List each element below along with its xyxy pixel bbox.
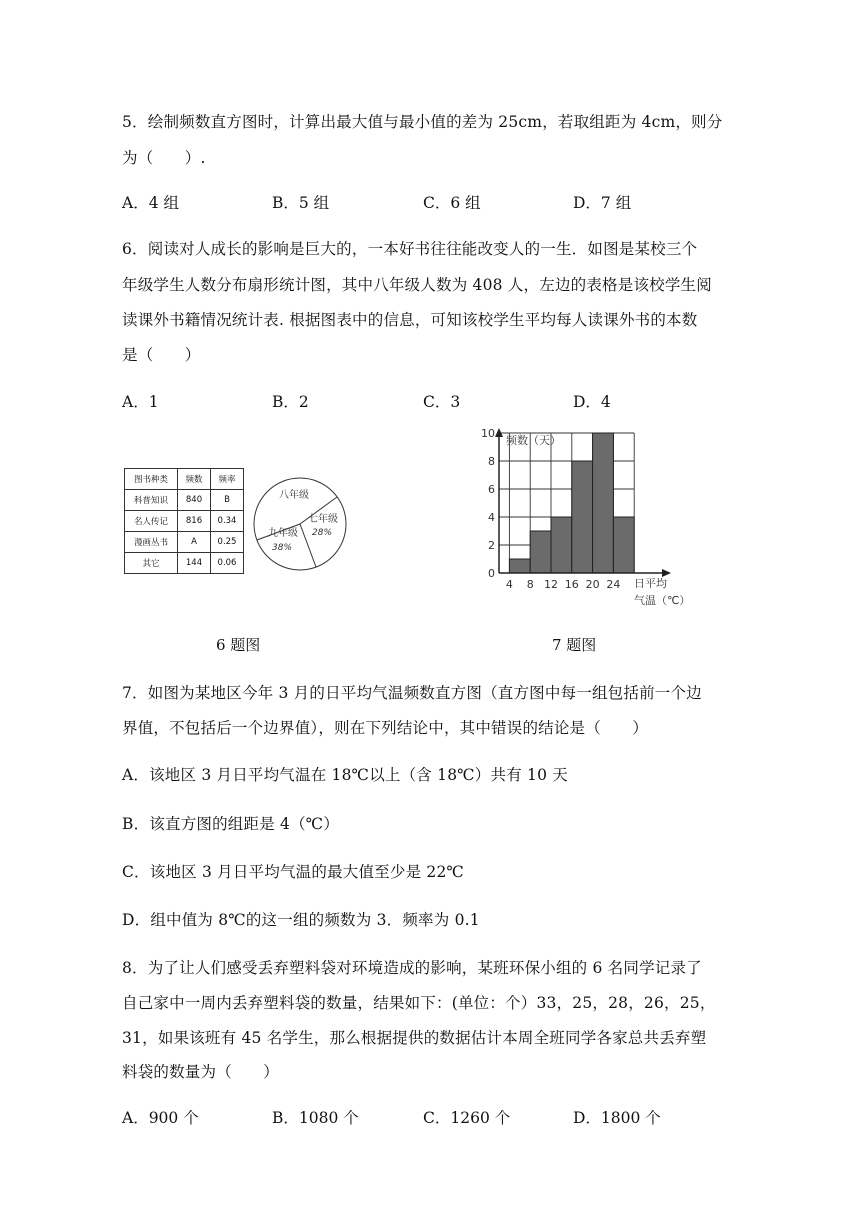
table-row	[125, 490, 244, 511]
y-axis-label: 频数（天）	[506, 434, 561, 447]
histogram-bar	[530, 531, 551, 573]
table-header: 图书种类	[125, 469, 178, 490]
q8-options	[122, 1106, 762, 1130]
pie-label-grade7: 七年级	[308, 514, 338, 525]
table-cell: 其它	[125, 553, 178, 574]
q5-text-line-2: 为（ ）.	[122, 149, 206, 167]
table-cell: A	[178, 532, 211, 553]
q7-text-line-2: 界值，不包括后一个边界值），则在下列结论中，其中错误的结论是（ ）	[122, 719, 649, 737]
figure-6-caption: 6 题图	[216, 636, 261, 654]
x-tick-label: 12	[544, 578, 558, 591]
table-header: 频率	[211, 469, 244, 490]
x-axis-label-line-1: 日平均	[634, 577, 667, 590]
q8-option-b[interactable]: B．1080 个	[272, 1109, 359, 1127]
q8-option-d[interactable]: D．1800 个	[573, 1109, 661, 1127]
histogram-bar	[572, 461, 593, 573]
q8-option-c[interactable]: C．1260 个	[423, 1109, 511, 1127]
y-tick-label: 2	[488, 539, 495, 552]
table-cell: 0.06	[211, 553, 244, 574]
temperature-histogram	[470, 428, 710, 612]
y-tick-label: 8	[488, 455, 495, 468]
q5-text-line-1: 5．绘制频数直方图时，计算出最大值与最小值的差为 25cm，若取组距为 4cm，则分	[122, 113, 723, 131]
grade-pie-chart	[250, 472, 350, 576]
q8-text-line-3: 31，如果该班有 45 名学生，那么根据提供的数据估计本周全班同学各家总共丢弃塑	[122, 1029, 707, 1047]
x-tick-label: 20	[585, 578, 600, 591]
histogram-bar	[593, 433, 614, 573]
pie-label-grade9: 九年级	[268, 528, 298, 539]
q6-text-line-1: 6．阅读对人成长的影响是巨大的，一本好书往往能改变人的一生．如图是某校三个	[122, 240, 698, 258]
histogram-bar	[509, 559, 530, 573]
q7-option-c[interactable]: C．该地区 3 月日平均气温的最大值至少是 22℃	[122, 863, 465, 881]
q7-option-a[interactable]: A．该地区 3 月日平均气温在 18℃以上（含 18℃）共有 10 天	[122, 766, 568, 784]
q7-option-d[interactable]: D．组中值为 8℃的这一组的频数为 3．频率为 0.1	[122, 911, 480, 929]
y-tick-labels	[481, 428, 495, 580]
table-cell: 0.34	[211, 511, 244, 532]
q6-option-d[interactable]: D．4	[573, 393, 611, 411]
x-tick-label: 24	[606, 578, 621, 591]
q5-option-c[interactable]: C．6 组	[423, 194, 481, 212]
pie-label-grade8: 八年级	[279, 490, 309, 501]
table-cell: B	[211, 490, 244, 511]
x-tick-labels	[506, 578, 621, 591]
table-row	[125, 532, 244, 553]
table-row	[125, 553, 244, 574]
q6-text-line-3: 读课外书籍情况统计表. 根据图表中的信息，可知该校学生平均每人读课外书的本数	[122, 311, 698, 329]
q6-option-a[interactable]: A．1	[122, 393, 159, 411]
y-tick-label: 4	[488, 511, 495, 524]
y-tick-label: 10	[481, 428, 495, 440]
figure-7-caption: 7 题图	[552, 636, 597, 654]
q7-option-b[interactable]: B．该直方图的组距是 4（℃）	[122, 815, 340, 833]
table-header: 频数	[178, 469, 211, 490]
q6-text-line-4: 是（ ）	[122, 346, 201, 364]
q6-text-line-2: 年级学生人数分布扇形统计图，其中八年级人数为 408 人，左边的表格是该校学生阅	[122, 276, 712, 294]
table-cell: 科普知识	[125, 490, 178, 511]
table-cell: 0.25	[211, 532, 244, 553]
q8-text-line-1: 8．为了让人们感受丢弃塑料袋对环境造成的影响，某班环保小组的 6 名同学记录了	[122, 959, 702, 977]
x-axis-label-line-2: 气温（℃）	[634, 594, 691, 607]
table-cell: 840	[178, 490, 211, 511]
pie-percent-grade7: 28%	[312, 528, 333, 538]
book-stats-table	[124, 468, 244, 574]
table-row	[125, 511, 244, 532]
table-header-row	[125, 469, 244, 490]
q6-options	[122, 390, 762, 414]
q5-option-a[interactable]: A．4 组	[122, 194, 179, 212]
q5-options	[122, 191, 762, 215]
table-cell: 144	[178, 553, 211, 574]
table-cell: 816	[178, 511, 211, 532]
table-cell: 漫画丛书	[125, 532, 178, 553]
y-tick-label: 0	[488, 567, 495, 580]
q7-text-line-1: 7．如图为某地区今年 3 月的日平均气温频数直方图（直方图中每一组包括前一个边	[122, 684, 702, 702]
x-tick-label: 16	[564, 578, 579, 591]
q8-option-a[interactable]: A．900 个	[122, 1109, 199, 1127]
x-axis-arrow-icon	[662, 569, 671, 577]
histogram-bar	[613, 517, 634, 573]
x-tick-label: 4	[505, 578, 513, 591]
q6-option-b[interactable]: B．2	[272, 393, 309, 411]
pie-percent-grade9: 38%	[272, 543, 293, 553]
q5-option-b[interactable]: B．5 组	[272, 194, 330, 212]
table-cell: 名人传记	[125, 511, 178, 532]
y-axis-arrow-icon	[495, 428, 503, 437]
histogram-bar	[551, 517, 572, 573]
q8-text-line-4: 料袋的数量为（ ）	[122, 1063, 280, 1081]
q6-option-c[interactable]: C．3	[423, 393, 461, 411]
q5-option-d[interactable]: D．7 组	[573, 194, 632, 212]
x-tick-label: 8	[526, 578, 534, 591]
y-tick-label: 6	[488, 483, 495, 496]
q8-text-line-2: 自己家中一周内丢弃塑料袋的数量，结果如下：(单位：个）33，25，28，26，25，	[122, 994, 716, 1012]
